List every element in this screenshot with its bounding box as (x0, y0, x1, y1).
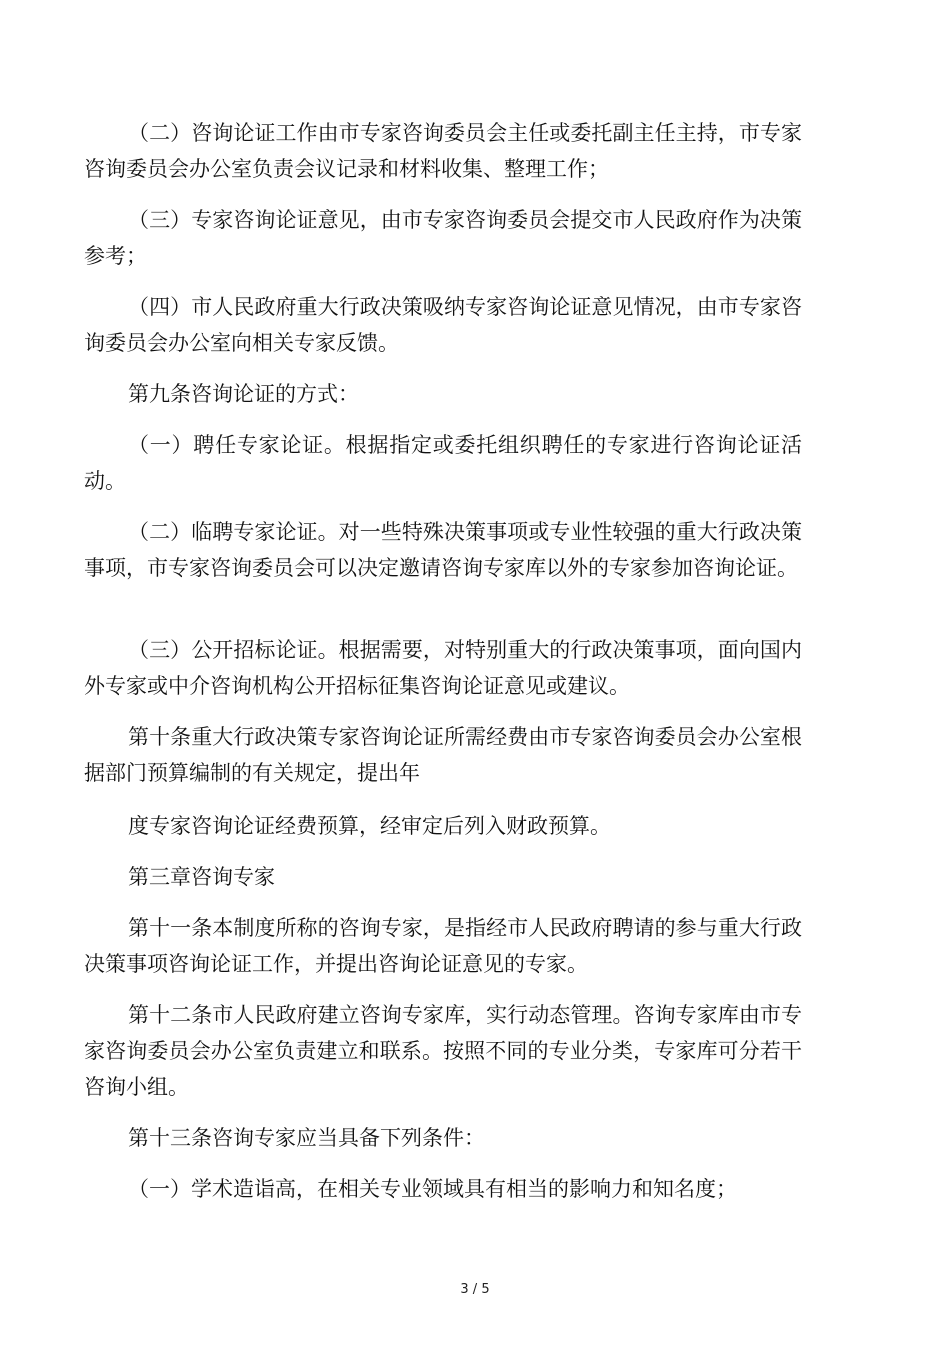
paragraph-1: （二）咨询论证工作由市专家咨询委员会主任或委托副主任主持，市专家咨询委员会办公室负责会议记录和材料收集、整理工作； (84, 121, 802, 181)
paragraph-11: 第十一条本制度所称的咨询专家，是指经市人民政府聘请的参与重大行政决策事项咨询论证工作，并提出咨询论证意见的专家。 (84, 916, 802, 976)
document-body (84, 115, 802, 1222)
paragraph-2: （三）专家咨询论证意见，由市专家咨询委员会提交市人民政府作为决策参考； (84, 208, 802, 268)
paragraph-8: 第十条重大行政决策专家咨询论证所需经费由市专家咨询委员会办公室根据部门预算编制的有关规定，提出年 (84, 725, 802, 785)
paragraph-6: （二）临聘专家论证。对一些特殊决策事项或专业性较强的重大行政决策事项，市专家咨询委员会可以决定邀请咨询专家库以外的专家参加咨询论证。 (84, 520, 802, 580)
paragraph-14: （一）学术造诣高，在相关专业领域具有相当的影响力和知名度； (128, 1177, 737, 1201)
paragraph-12: 第十二条市人民政府建立咨询专家库，实行动态管理。咨询专家库由市专家咨询委员会办公室负责建立和联系。按照不同的专业分类，专家库可分若干咨询小组。 (84, 1003, 802, 1099)
paragraph-3: （四）市人民政府重大行政决策吸纳专家咨询论证意见情况，由市专家咨询委员会办公室向相关专家反馈。 (84, 295, 802, 355)
paragraph-7: （三）公开招标论证。根据需要，对特别重大的行政决策事项，面向国内外专家或中介咨询机构公开招标征集咨询论证意见或建议。 (84, 638, 802, 698)
paragraph-13: 第十三条咨询专家应当具备下列条件： (128, 1126, 485, 1150)
page-number: 3 / 5 (460, 1282, 490, 1297)
paragraph-9: 度专家咨询论证经费预算，经审定后列入财政预算。 (128, 814, 611, 838)
paragraph-4: 第九条咨询论证的方式： (128, 382, 359, 406)
paragraph-5: （一）聘任专家论证。根据指定或委托组织聘任的专家进行咨询论证活动。 (84, 433, 802, 493)
paragraph-10: 第三章咨询专家 (128, 865, 275, 889)
